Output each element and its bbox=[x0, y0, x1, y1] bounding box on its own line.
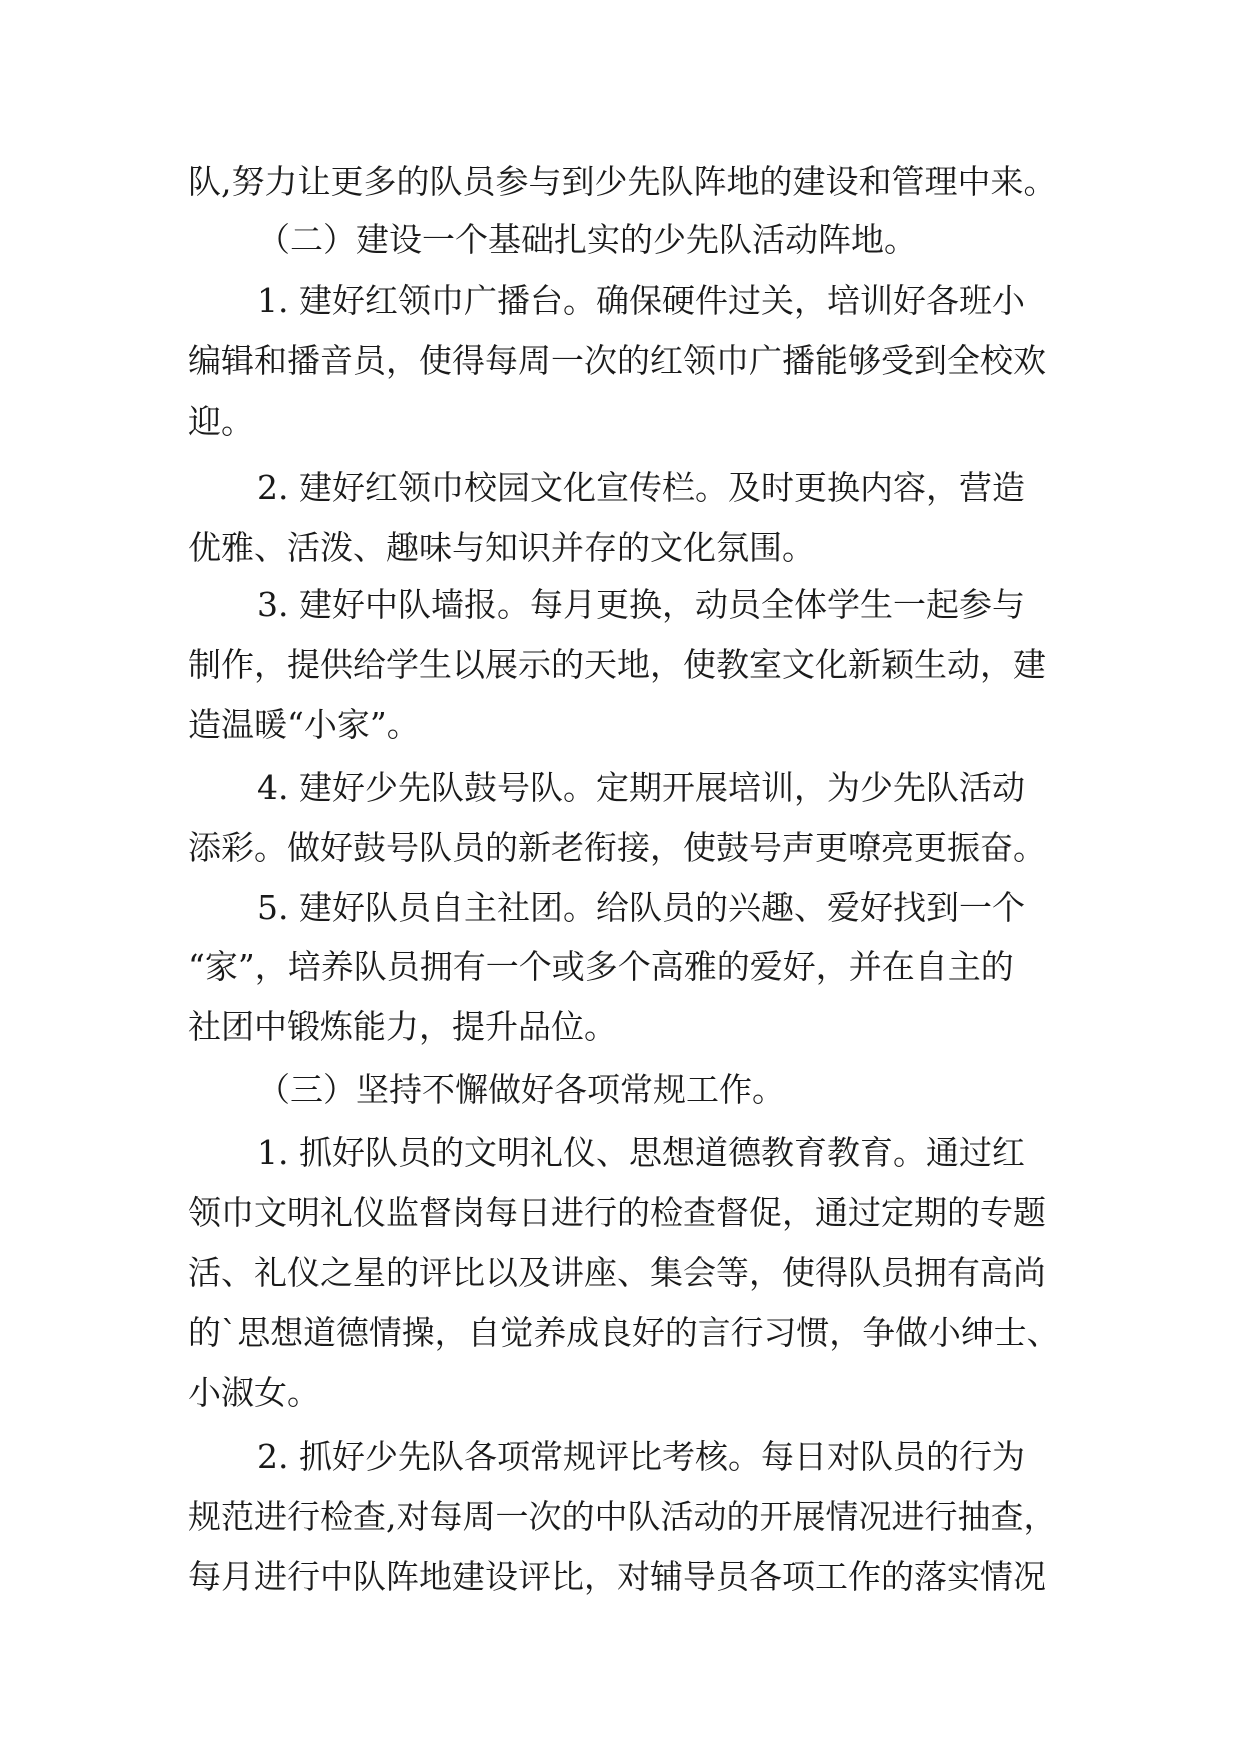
text-line: 每月进行中队阵地建设评比，对辅导员各项工作的落实情况 bbox=[188, 1557, 1046, 1596]
section-heading: （二）建设一个基础扎实的少先队活动阵地。 bbox=[257, 220, 917, 259]
text-line: 的`思想道德情操，自觉养成良好的言行习惯，争做小绅士、 bbox=[188, 1313, 1060, 1352]
text-line: 3. 建好中队墙报。每月更换，动员全体学生一起参与 bbox=[257, 585, 1025, 624]
text-line: 小淑女。 bbox=[188, 1373, 320, 1412]
text-line: 领巾文明礼仪监督岗每日进行的检查督促，通过定期的专题 bbox=[188, 1193, 1046, 1232]
text-line: 编辑和播音员，使得每周一次的红领巾广播能够受到全校欢 bbox=[188, 341, 1046, 380]
text-line: 1. 建好红领巾广播台。确保硬件过关，培训好各班小 bbox=[257, 281, 1025, 320]
text-line: 规范进行检查,对每周一次的中队活动的开展情况进行抽查， bbox=[188, 1497, 1057, 1536]
text-line: 活、礼仪之星的评比以及讲座、集会等，使得队员拥有高尚 bbox=[188, 1253, 1046, 1292]
text-line: 队,努力让更多的队员参与到少先队阵地的建设和管理中来。 bbox=[188, 162, 1057, 201]
text-line: 优雅、活泼、趣味与知识并存的文化氛围。 bbox=[188, 528, 815, 567]
text-line: 社团中锻炼能力，提升品位。 bbox=[188, 1007, 617, 1046]
text-line: 添彩。做好鼓号队员的新老衔接，使鼓号声更嘹亮更振奋。 bbox=[188, 828, 1046, 867]
text-line: 造温暖“小家”。 bbox=[188, 705, 420, 744]
text-line: 迎。 bbox=[188, 402, 254, 441]
text-line: “家”，培养队员拥有一个或多个高雅的爱好，并在自主的 bbox=[188, 947, 1014, 986]
text-line: 1. 抓好队员的文明礼仪、思想道德教育教育。通过红 bbox=[257, 1133, 1025, 1172]
text-line: 4. 建好少先队鼓号队。定期开展培训，为少先队活动 bbox=[257, 768, 1025, 807]
text-line: 制作，提供给学生以展示的天地，使教室文化新颖生动，建 bbox=[188, 645, 1046, 684]
section-heading: （三）坚持不懈做好各项常规工作。 bbox=[257, 1070, 785, 1109]
text-line: 2. 抓好少先队各项常规评比考核。每日对队员的行为 bbox=[257, 1437, 1025, 1476]
text-line: 2. 建好红领巾校园文化宣传栏。及时更换内容，营造 bbox=[257, 468, 1025, 507]
text-line: 5. 建好队员自主社团。给队员的兴趣、爱好找到一个 bbox=[257, 888, 1025, 927]
